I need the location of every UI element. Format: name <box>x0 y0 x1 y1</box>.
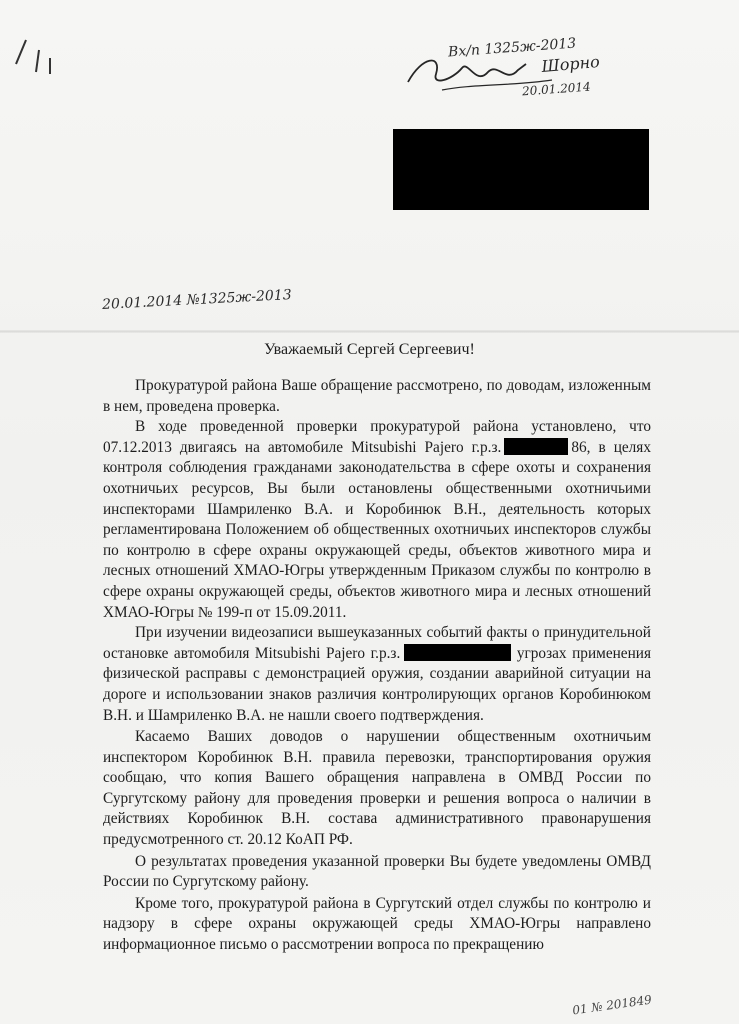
redacted-plate-number-2 <box>404 644 511 661</box>
registration-number-top: Вх/п 1325ж-2013 <box>447 35 577 61</box>
paragraph-3-text: При изучении видеозаписи вышеуказанных событий факты о принудительной остановке автомобиля Mitsubishi Pajero г.р.з. <box>103 624 651 662</box>
registration-number-left: 20.01.2014 №1325ж-2013 <box>101 287 293 313</box>
margin-pen-mark <box>6 22 56 82</box>
paragraph-2-text-cont: 86, в целях контроля соблюдения гражданами законодательства в сфере охоты и сохранения охотничьих ресурсов, Вы были остановлены общественными охотничьими инспекторами Шамриленко В.А. и Коробинюк В.Н., деятельность которых регламентирована Положением об общественных охотничьих инспекторов службы по контролю в сфере охраны окружающей среды, объектов животного мира и лесных отношений ХМАО-Югры утвержденным Приказом службы по контролю в сфере охраны окружающей среды, объектов животного мира и лесных отношений ХМАО-Югры № 199-п от 15.09.2011. <box>103 438 651 621</box>
footer-serial-mark: 01 № 201849 <box>571 992 653 1018</box>
paragraph-3 <box>103 623 651 726</box>
paragraph-3-text-cont: угрозах применения физической расправы с демонстрацией оружия, создании аварийной ситуации на дороге и использовании знаков различия контролирующих органов Коробинюком В.Н. и Шамриленко В.А. не нашли своего подтверждения. <box>103 644 651 724</box>
paper-fold-line <box>0 330 739 333</box>
redacted-plate-number <box>504 438 568 455</box>
paragraph-2 <box>103 417 651 623</box>
paragraph-2-text: В ходе проведенной проверки прокуратурой района установлено, что 07.12.2013 двигаясь на автомобиле Mitsubishi Pajero г.р.з. <box>103 418 651 456</box>
redacted-recipient-block <box>393 129 649 210</box>
paragraph-4: Касаемо Ваших доводов о нарушении общественным охотничьим инспектором Коробинюк В.Н. правила перевозки, транспортирования оружия сообщаю, что копия Вашего обращения направлена в ОМВД России по Сургутскому району для проведения проверки и решения вопроса о наличии в действиях Коробинюк В.Н. состава административного правонарушения предусмотренного ст. 20.12 КоАП РФ. <box>103 728 651 849</box>
paragraph-1: Прокуратурой района Ваше обращение рассмотрено, по доводам, изложенным в нем, проведена проверка. <box>103 377 651 415</box>
signer-note: Шорно <box>540 51 601 76</box>
signer-date: 20.01.2014 <box>521 79 592 99</box>
paragraph-6: Кроме того, прокуратурой района в Сургутский отдел службы по контролю и надзору в сфере охраны окружающей среды ХМАО-Югры направлено информационное письмо о рассмотрении вопроса по прекращению <box>103 894 651 954</box>
paragraph-5: О результатах проведения указанной проверки Вы будете уведомлены ОМВД России по Сургутскому району. <box>103 852 651 891</box>
salutation: Уважаемый Сергей Сергеевич! <box>264 341 475 358</box>
letter-body <box>103 376 651 956</box>
